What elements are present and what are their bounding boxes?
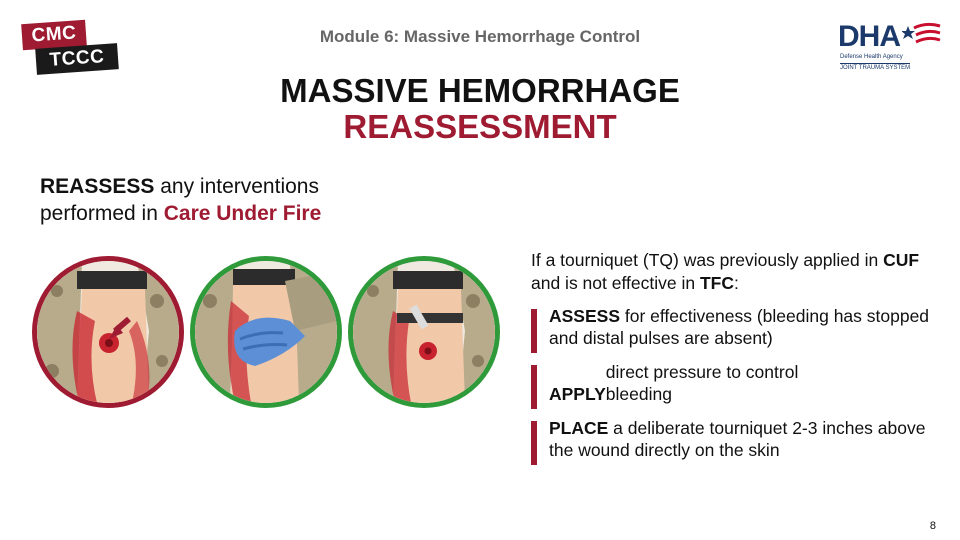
panel-lead [531,249,931,295]
list-item-place [531,417,931,461]
pressure-image [190,256,342,408]
accent-bar [531,309,537,353]
item-text: for effectiveness (bleeding has stopped and distal pulses are absent) [549,306,930,348]
lead-text-a: If a tourniquet (TQ) was previously applied in [531,250,884,270]
dha-subtitle: Defense Health Agency [840,54,903,60]
item-strong: PLACE [549,418,609,438]
accent-bar [531,365,537,409]
flag-stripes-icon [902,22,942,52]
bleeding-leg-icon [37,261,179,403]
slide-title [0,73,960,145]
dha-mark: DHA [838,20,900,53]
intro-text-2: performed in [40,202,164,225]
lead-text-b: and is not effective in [531,273,700,293]
logo-tccc-text: TCCC [35,43,119,75]
intro-red: Care Under Fire [163,202,322,225]
logo-cmc-text: CMC [21,20,87,50]
title-line-2: REASSESSMENT [343,108,617,145]
dha-jts: JOINT TRAUMA SYSTEM [840,65,911,71]
leg-wound-image [32,256,184,408]
accent-bar [531,421,537,465]
list-item-apply [531,361,931,405]
reassessment-panel [531,249,931,473]
item-strong: APPLY [549,384,606,404]
intro-text-1: any interventions [154,175,319,198]
lead-cuf: CUF [883,250,920,270]
lead-text-c: : [733,273,739,293]
page-number: 8 [929,520,936,532]
intro-text [40,173,321,227]
title-line-1: MASSIVE HEMORRHAGE [280,72,680,109]
lead-tfc: TFC [699,273,734,293]
gloved-hand-icon [195,261,337,403]
item-text: a deliberate tourniquet 2-3 inches above the wound directly on the skin [549,418,926,460]
item-strong: ASSESS [549,306,620,326]
tourniquet-leg-icon [353,261,495,403]
list-item-assess [531,305,931,349]
intro-strong: REASSESS [40,175,155,198]
dha-logo [838,20,942,72]
tourniquet-image [348,256,500,408]
item-text: direct pressure to control bleeding [605,362,799,404]
module-title: Module 6: Massive Hemorrhage Control [319,27,641,46]
